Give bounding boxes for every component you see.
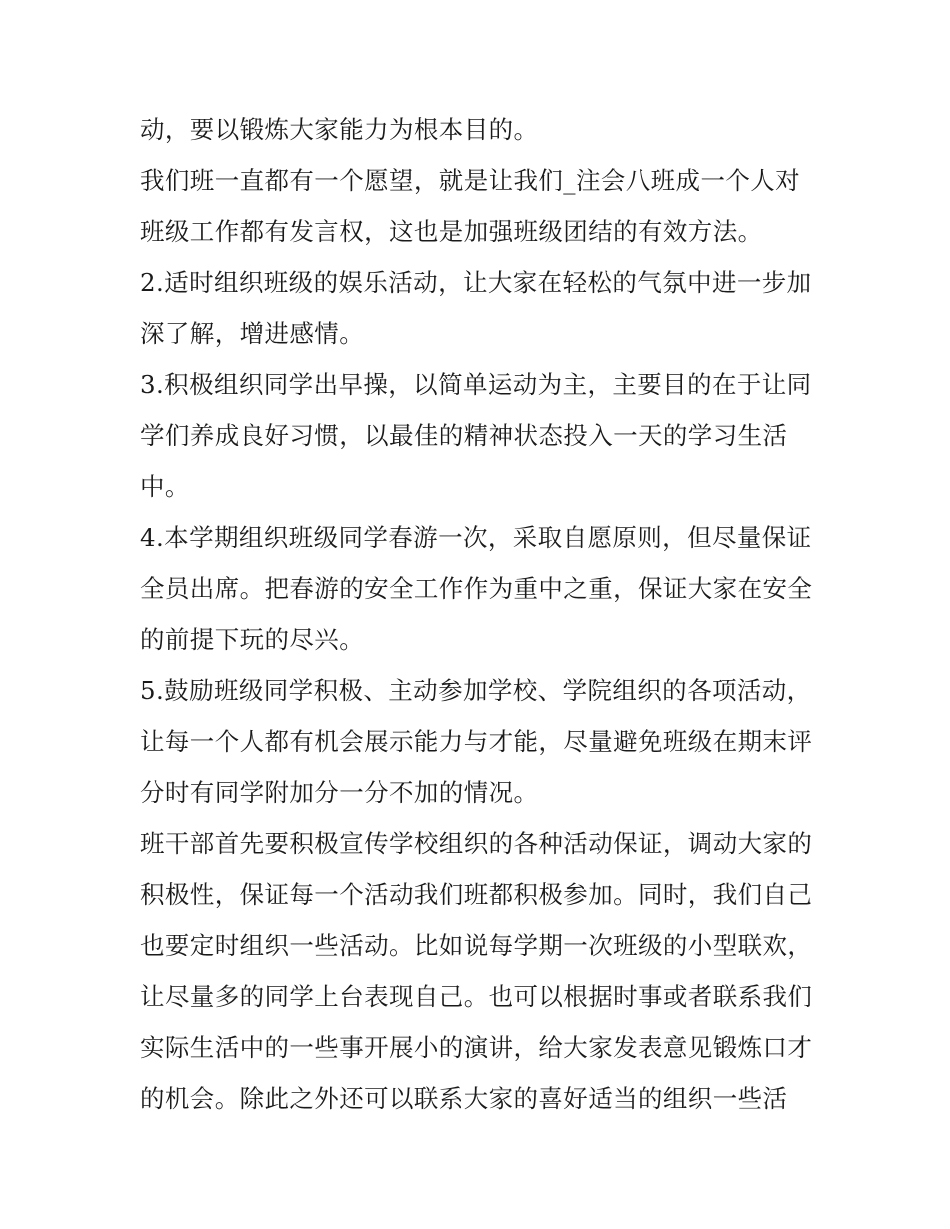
text-line: 我们班一直都有一个愿望，就是让我们_注会八班成一个人对 [140,166,801,195]
body-text [140,104,820,1124]
text-line: 班干部首先要积极宣传学校组织的各种活动保证，调动大家的 [140,829,813,858]
text-line: 深了解，增进感情。 [140,319,365,348]
text-line: 3.积极组织同学出早操，以简单运动为主，主要目的在于让同 [140,370,812,399]
text-line: 班级工作都有发言权，这也是加强班级团结的有效方法。 [140,217,763,246]
text-line: 动，要以锻炼大家能力为根本目的。 [140,115,539,144]
text-line: 让尽量多的同学上台表现自己。也可以根据时事或者联系我们 [140,982,813,1011]
text-line: 5.鼓励班级同学积极、主动参加学校、学院组织的各项活动， [140,676,812,705]
text-line: 学们养成良好习惯，以最佳的精神状态投入一天的学习生活 [140,421,788,450]
text-line: 全员出席。把春游的安全工作作为重中之重，保证大家在安全 [140,574,813,603]
text-line: 积极性，保证每一个活动我们班都积极参加。同时，我们自己 [140,880,813,909]
text-line: 让每一个人都有机会展示能力与才能，尽量避免班级在期末评 [140,727,813,756]
text-line: 4.本学期组织班级同学春游一次，采取自愿原则，但尽量保证 [140,523,812,552]
text-line: 中。 [140,472,190,501]
text-line: 也要定时组织一些活动。比如说每学期一次班级的小型联欢， [140,931,813,960]
text-line: 的前提下玩的尽兴。 [140,625,365,654]
text-line: 分时有同学附加分一分不加的情况。 [140,778,539,807]
text-line: 实际生活中的一些事开展小的演讲，给大家发表意见锻炼口才 [140,1033,813,1062]
text-line: 的机会。除此之外还可以联系大家的喜好适当的组织一些活 [140,1084,788,1113]
text-line: 2.适时组织班级的娱乐活动，让大家在轻松的气氛中进一步加 [140,268,812,297]
